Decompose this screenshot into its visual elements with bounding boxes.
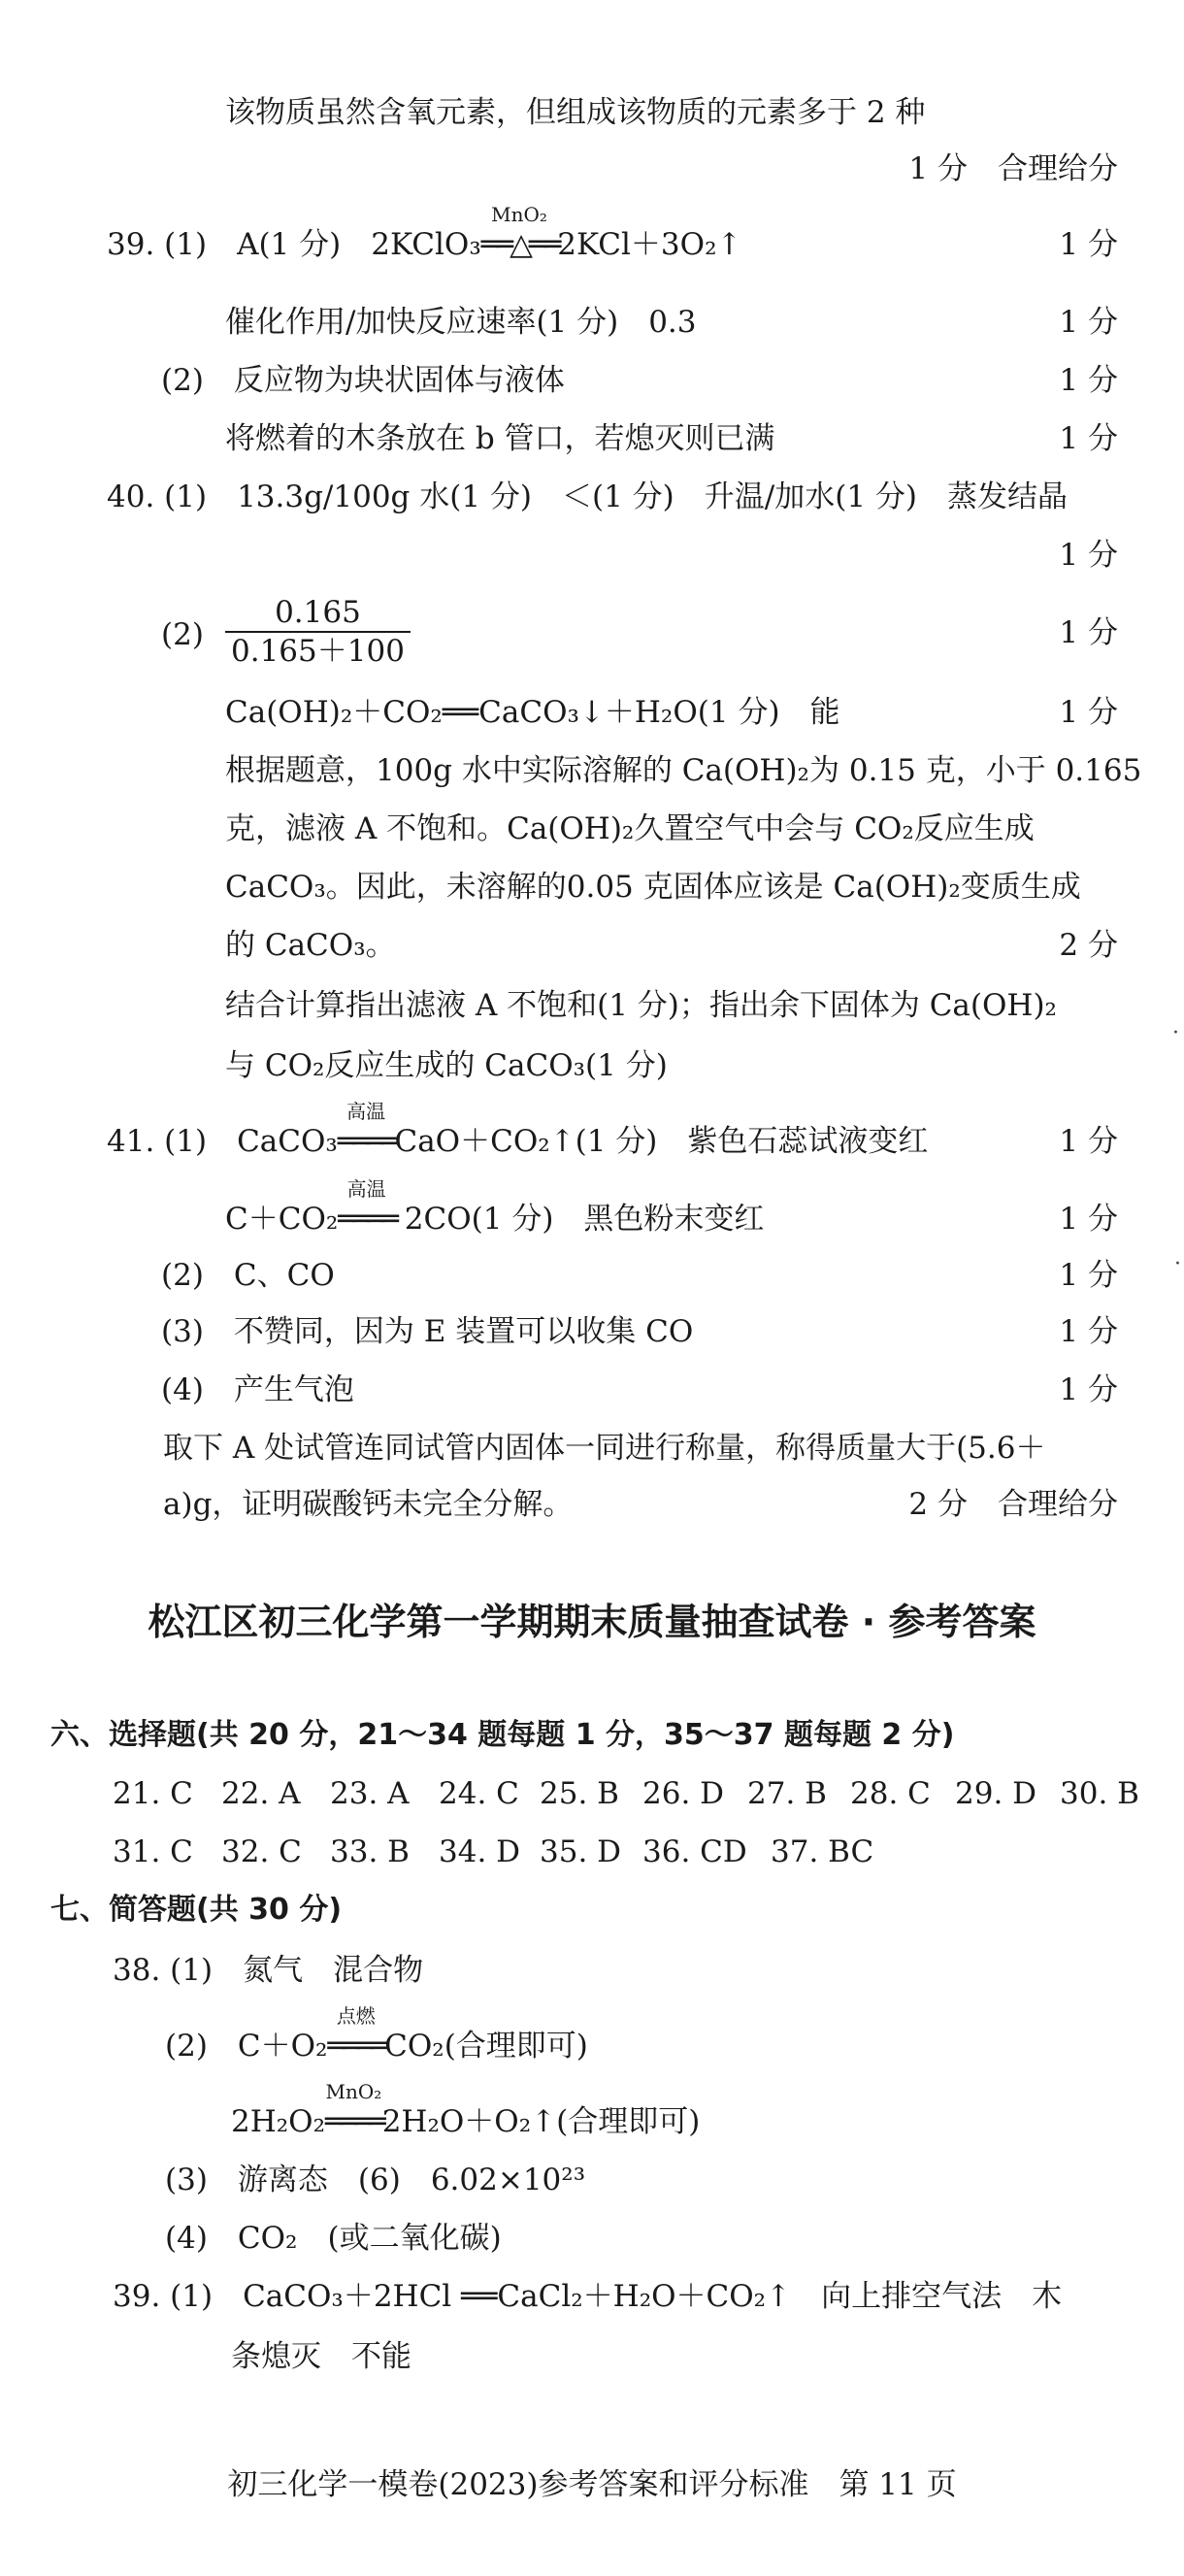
answer-text: CO₂(合理即可) [384, 2029, 588, 2064]
mc-answer: 27. B [747, 1776, 827, 1811]
mc-answer: 37. BC [771, 1834, 874, 1869]
fraction-numerator: 0.165 [225, 594, 411, 633]
mc-answer: 21. C [113, 1776, 193, 1811]
answer-line: 根据题意，100g 水中实际溶解的 Ca(OH)₂为 0.15 克，小于 0.165 [225, 753, 1142, 788]
reaction-arrow: ════ [327, 2029, 385, 2064]
question-label: (2) [161, 617, 204, 652]
score: 1 分 [1059, 305, 1118, 340]
answer-line: 将燃着的木条放在 b 管口，若熄灭则已满 [225, 421, 775, 456]
mc-answer: 33. B [330, 1834, 410, 1869]
catalyst-label: MnO₂ [491, 203, 547, 226]
reaction-arrow: ════ [337, 1124, 395, 1159]
score: 1 分 [1059, 227, 1118, 262]
reaction-arrow: ════ [325, 2104, 382, 2139]
answer-39-1-equation [107, 203, 742, 264]
answer-line: (2) 反应物为块状固体与液体 [161, 363, 565, 398]
score-note: 1 分 合理给分 [908, 151, 1118, 186]
reaction-arrow: ══△══ [480, 227, 558, 262]
answer-text: 2KCl＋3O₂↑ [557, 227, 742, 262]
mc-answer: 31. C [113, 1834, 193, 1869]
answer-text: (2) C＋O₂ [165, 2029, 328, 2064]
answer-text: 41. (1) CaCO₃ [107, 1124, 338, 1159]
answer-text: 2H₂O₂ [231, 2104, 326, 2139]
mc-answer: 23. A [330, 1776, 410, 1811]
score: 1 分 [1059, 1258, 1118, 1293]
answer-line: CaCO₃。因此，未溶解的0.05 克固体应该是 Ca(OH)₂变质生成 [225, 870, 1081, 905]
answer-line: (2) C、CO [161, 1258, 335, 1293]
mc-answer: 29. D [955, 1776, 1037, 1811]
score: 1 分 [1059, 1124, 1118, 1159]
score: 1 分 [1059, 1372, 1118, 1407]
answer-text: 39. (1) A(1 分) 2KClO₃ [107, 227, 481, 262]
mc-answer: 22. A [221, 1776, 301, 1811]
answer-38-2-equation [165, 2004, 588, 2065]
answer-text: C＋CO₂ [225, 1202, 339, 1237]
mc-answer: 36. CD [642, 1834, 747, 1869]
reaction-condition [337, 1100, 395, 1161]
answer-line: 催化作用/加快反应速率(1 分) 0.3 [225, 305, 697, 340]
answer-text: 2CO(1 分) 黑色粉末变红 [394, 1202, 765, 1237]
answer-text: CaO＋CO₂↑(1 分) 紫色石蕊试液变红 [394, 1124, 929, 1159]
answer-equation: Ca(OH)₂＋CO₂══CaCO₃↓＋H₂O(1 分) 能 [225, 695, 840, 730]
mc-answer: 24. C [439, 1776, 519, 1811]
score: 1 分 [1059, 538, 1118, 573]
answer-38-3: (3) 游离态 (6) 6.02×10²³ [165, 2163, 586, 2197]
mc-answer: 32. C [221, 1834, 302, 1869]
scan-artifact: · [1172, 1021, 1179, 1045]
scan-artifact: · [1174, 1252, 1181, 1276]
answer-line: 克，滤液 A 不饱和。Ca(OH)₂久置空气中会与 CO₂反应生成 [225, 811, 1035, 846]
answer-38-1: 38. (1) 氮气 混合物 [113, 1953, 424, 1988]
page-title: 松江区初三化学第一学期期末质量抽查试卷 · 参考答案 [148, 1601, 1036, 1643]
fraction-expression [225, 594, 411, 670]
fraction [225, 594, 411, 670]
mc-answer: 34. D [439, 1834, 521, 1869]
mc-answer: 28. C [850, 1776, 931, 1811]
answer-line: 的 CaCO₃。 [225, 928, 396, 963]
answer-text: 2H₂O＋O₂↑(合理即可) [381, 2104, 701, 2139]
catalyst-label: MnO₂ [325, 2080, 382, 2103]
answer-equation [225, 1177, 765, 1238]
answer-line: 结合计算指出滤液 A 不饱和(1 分)；指出余下固体为 Ca(OH)₂ [225, 988, 1057, 1023]
answer-38-4: (4) CO₂ (或二氧化碳) [165, 2221, 502, 2256]
mc-answer: 35. D [540, 1834, 622, 1869]
score: 2 分 [1059, 928, 1118, 963]
mc-answer: 30. B [1060, 1776, 1139, 1811]
score-note: 2 分 合理给分 [908, 1487, 1118, 1522]
answer-line: 该物质虽然含氧元素，但组成该物质的元素多于 2 种 [225, 95, 926, 130]
score: 1 分 [1059, 421, 1118, 456]
score: 1 分 [1059, 615, 1118, 650]
answer-39-1: 39. (1) CaCO₃＋2HCl ══CaCl₂＋H₂O＋CO₂↑ 向上排空气法 木 [113, 2279, 1063, 2314]
mc-answer: 26. D [642, 1776, 725, 1811]
answer-line: (3) 不赞同，因为 E 装置可以收集 CO [161, 1314, 694, 1349]
answer-line: a)g，证明碳酸钙未完全分解。 [163, 1487, 574, 1522]
section-heading: 七、简答题(共 30 分) [50, 1893, 343, 1927]
page-footer: 初三化学一模卷(2023)参考答案和评分标准 第 11 页 [227, 2467, 957, 2502]
answer-line: 取下 A 处试管连同试管内固体一同进行称量，称得质量大于(5.6＋ [163, 1431, 1046, 1466]
condition-label: 高温 [346, 1100, 386, 1123]
answer-line: (4) 产生气泡 [161, 1372, 354, 1407]
mc-answer: 25. B [540, 1776, 619, 1811]
reaction-arrow: ════ [338, 1202, 395, 1237]
reaction-condition [325, 2080, 382, 2141]
score: 1 分 [1059, 695, 1118, 730]
answer-38-2-equation-b [231, 2080, 701, 2141]
answer-39-1-cont: 条熄灭 不能 [231, 2339, 411, 2374]
answer-41-1-equation [107, 1100, 929, 1161]
condition-label: 高温 [346, 1177, 386, 1201]
reaction-condition [338, 1177, 395, 1238]
reaction-condition [327, 2004, 385, 2065]
answer-40-1: 40. (1) 13.3g/100g 水(1 分) ＜(1 分) 升温/加水(1 分) 蒸发结晶 [107, 479, 1068, 514]
answer-line: 与 CO₂反应生成的 CaCO₃(1 分) [225, 1048, 668, 1083]
section-heading: 六、选择题(共 20 分，21～34 题每题 1 分，35～37 题每题 2 分) [50, 1718, 955, 1752]
score: 1 分 [1059, 363, 1118, 398]
score: 1 分 [1059, 1314, 1118, 1349]
condition-label: 点燃 [336, 2004, 376, 2028]
fraction-denominator: 0.165＋100 [231, 634, 405, 669]
score: 1 分 [1059, 1202, 1118, 1237]
reaction-condition [480, 203, 558, 264]
